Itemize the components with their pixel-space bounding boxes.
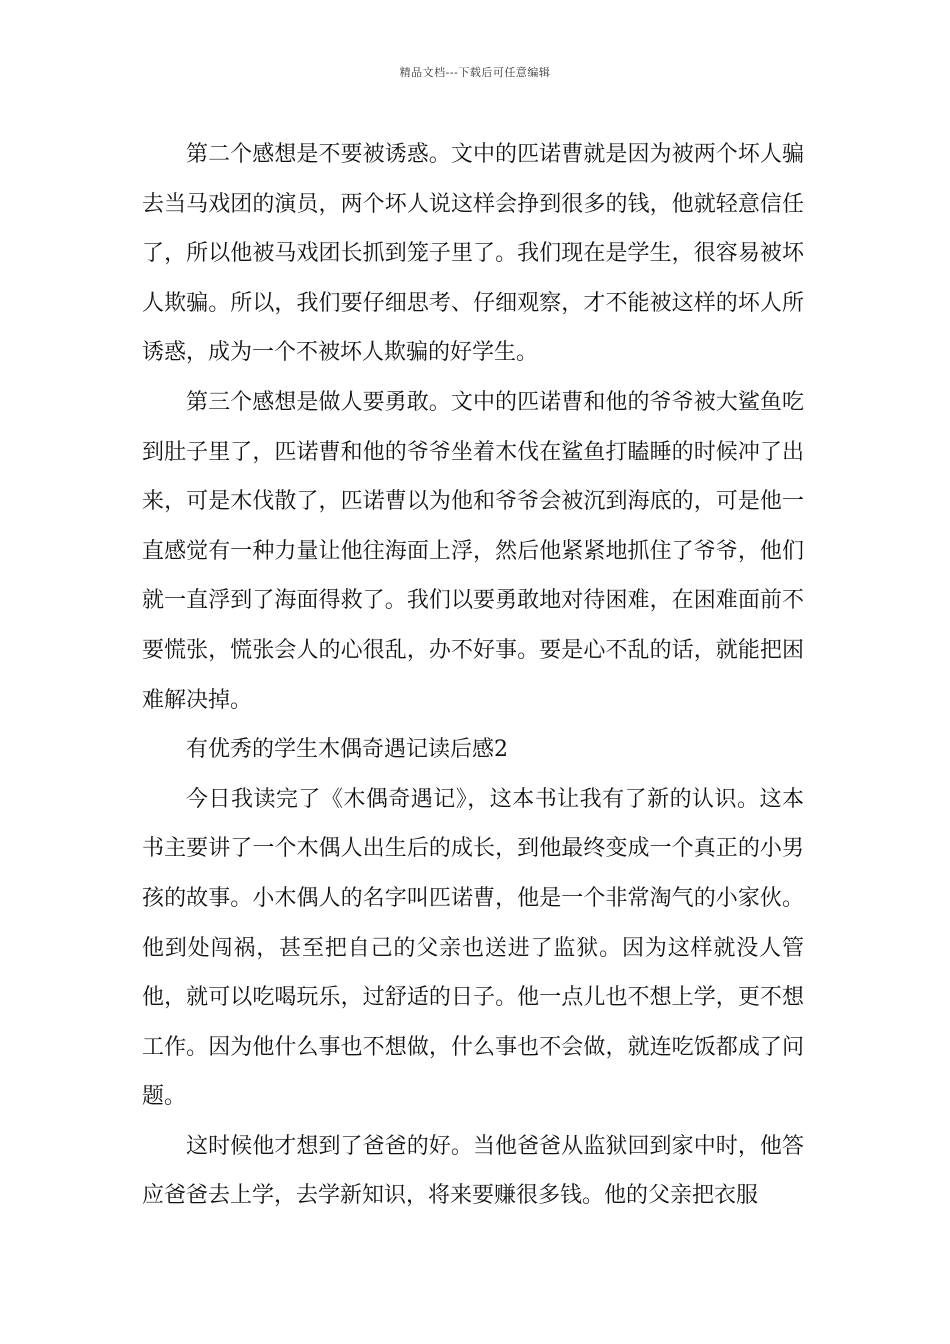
paragraph-reading-intro: 今日我读完了《木偶奇遇记》，这本书让我有了新的认识。这本书主要讲了一个木偶人出生后的成长，到他最终变成一个真正的小男孩的故事。小木偶人的名字叫匹诺曹，他是一个非常淘气的小家伙。他到处闯祸，甚至把自己的父亲也送进了监狱。因为这样就没人管他，就可以吃喝玩乐，过舒适的日子。他一点儿也不想上学，更不想工作。因为他什么事也不想做，什么事也不会做，就连吃饭都成了问题。	[142, 786, 804, 1110]
paragraph-second-thought: 第二个感想是不要被诱惑。文中的匹诺曹就是因为被两个坏人骗去当马戏团的演员，两个坏人说这样会挣到很多的钱，他就轻意信任了，所以他被马戏团长抓到笼子里了。我们现在是学生，很容易被坏人欺骗。所以，我们要仔细思考、仔细观察，才不能被这样的坏人所诱惑，成为一个不被坏人欺骗的好学生。	[142, 142, 804, 366]
page-header: 精品文档---下载后可任意编辑	[399, 66, 551, 79]
section-heading: 有优秀的学生木偶奇遇记读后感2	[186, 737, 508, 763]
paragraph-third-thought: 第三个感想是做人要勇敢。文中的匹诺曹和他的爷爷被大鲨鱼吃到肚子里了，匹诺曹和他的爷爷坐着木伐在鲨鱼打瞌睡的时候冲了出来，可是木伐散了，匹诺曹以为他和爷爷会被沉到海底的，可是他一直感觉有一种力量让他往海面上浮，然后他紧紧地抓住了爷爷，他们就一直浮到了海面得救了。我们以要勇敢地对待困难，在困难面前不要慌张，慌张会人的心很乱，办不好事。要是心不乱的话，就能把困难解决掉。	[142, 389, 804, 713]
document-body	[142, 130, 804, 1221]
paragraph-father: 这时候他才想到了爸爸的好。当他爸爸从监狱回到家中时，他答应爸爸去上学，去学新知识，将来要赚很多钱。他的父亲把衣服	[142, 1133, 804, 1209]
